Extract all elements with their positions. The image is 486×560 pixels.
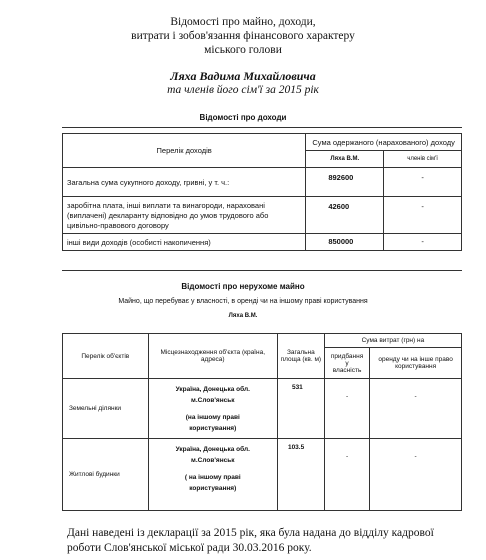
table-row (63, 234, 462, 251)
location-line: ( на іншому праві (184, 474, 241, 481)
property-area: 103.5 (277, 439, 324, 511)
property-object: Земельні ділянки (63, 379, 149, 439)
table-row (63, 168, 462, 197)
income-value: 892600 (306, 168, 384, 197)
income-table (62, 133, 462, 251)
table-row (63, 439, 462, 511)
property-location (148, 439, 277, 511)
divider (62, 127, 462, 128)
property-acquisition: - (324, 439, 369, 511)
income-family: - (384, 168, 462, 197)
location-line: користування) (189, 485, 237, 492)
property-section-title: Відомості про нерухоме майно (181, 282, 305, 291)
income-label: заробітна плата, інші виплати та винагороди, нараховані (виплачені) декларанту відповідно до умов трудового або цивільно-правового договору (63, 197, 306, 234)
income-family: - (384, 197, 462, 234)
footer-line-1: Дані наведені із декларації за 2015 рік, яка була надана до відділу кадрової (67, 527, 434, 539)
property-area: 531 (277, 379, 324, 439)
col-object: Перелік об'єктів (63, 334, 149, 379)
income-section-title: Відомості про доходи (199, 113, 287, 122)
col-location: Місцезнаходження об'єкта (країна, адреса) (148, 334, 277, 379)
income-family: - (384, 234, 462, 251)
location-line: (на іншому праві (185, 414, 240, 421)
header-line-2: витрати і зобов'язання фінансового характеру (131, 30, 355, 42)
header-line-1: Відомості про майно, доходи, (170, 16, 316, 28)
col-income-list: Перелік доходів (63, 134, 306, 168)
header-subtitle: та членів його сім'ї за 2015 рік (167, 84, 319, 96)
table-row (63, 379, 462, 439)
location-line: Україна, Донецька обл. (175, 386, 250, 393)
location-line: користування) (189, 425, 237, 432)
col-rent: оренду чи на інше право користування (370, 348, 462, 379)
divider (62, 270, 462, 271)
property-table (62, 333, 462, 511)
col-income-sum: Сума одержаного (нарахованого) доходу (306, 134, 462, 151)
property-acquisition: - (324, 379, 369, 439)
property-owner: Ляха В.М. (228, 313, 258, 319)
property-object: Житлові будинки (63, 439, 149, 511)
income-value: 42600 (306, 197, 384, 234)
income-value: 850000 (306, 234, 384, 251)
col-expense: Сума витрат (грн) на (324, 334, 461, 348)
property-rent: - (370, 379, 462, 439)
property-subtitle: Майно, що перебуває у власності, в оренді чи на іншому праві користування (118, 298, 368, 305)
col-family: членів сім'ї (384, 151, 462, 168)
col-area: Загальна площа (кв. м) (277, 334, 324, 379)
income-label: Загальна сума сукупного доходу, гривні, у т. ч.: (63, 168, 306, 197)
location-line: Україна, Донецька обл. (175, 446, 250, 453)
col-person: Ляха В.М. (306, 151, 384, 168)
property-location (148, 379, 277, 439)
income-label: інші види доходів (особисті накопичення) (63, 234, 306, 251)
footer-line-2: роботи Слов'янської міської ради 30.03.2016 року. (67, 542, 312, 554)
col-acquisition: придбання у власність (324, 348, 369, 379)
location-line: м.Слов'янськ (191, 457, 235, 464)
header-line-3: міського голови (204, 44, 282, 56)
table-row (63, 197, 462, 234)
official-name: Ляха Вадима Михайловича (170, 69, 316, 83)
property-rent: - (370, 439, 462, 511)
location-line: м.Слов'янськ (191, 397, 235, 404)
